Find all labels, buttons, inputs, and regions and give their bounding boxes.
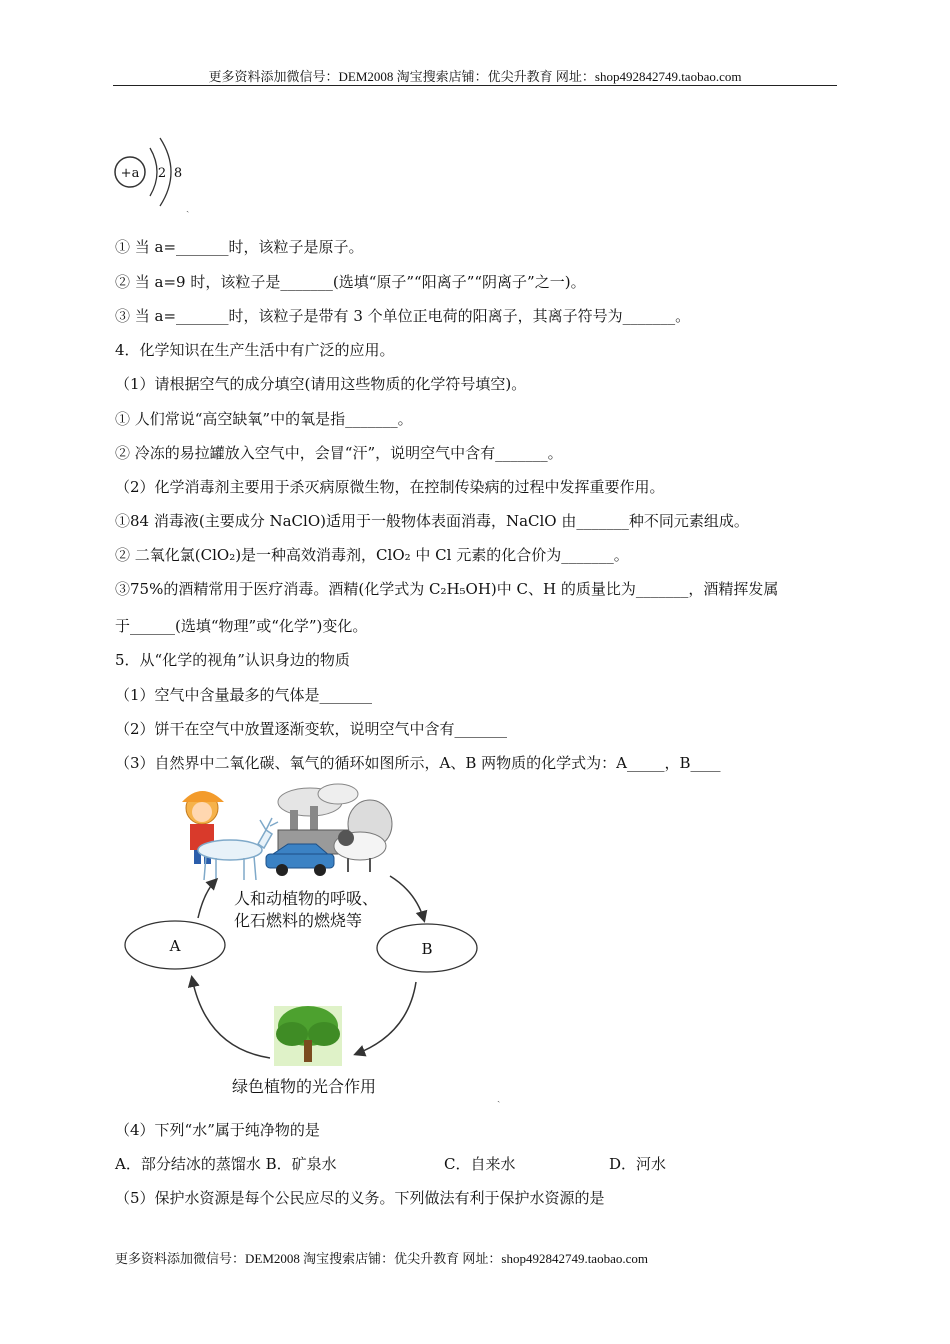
- option-d: D．河水: [609, 1155, 667, 1173]
- respiration-caption-line1: 人和动植物的呼吸、: [234, 889, 379, 908]
- question-line: （5）保护水资源是每个公民应尽的义务。下列做法有利于保护水资源的是: [115, 1189, 605, 1207]
- question-line: ③75%的酒精常用于医疗消毒。酒精(化学式为 C₂H₅OH)中 C、H 的质量比为_______，酒精挥发属: [115, 580, 779, 598]
- arrow-photosynthesis-to-a: [192, 978, 270, 1058]
- label-a: A: [169, 937, 181, 955]
- option-a-b: A．部分结冰的蒸馏水 B．矿泉水: [115, 1155, 337, 1173]
- question-line: （3）自然界中二氧化碳、氧气的循环如图所示，A、B 两物质的化学式为：A_____，B____: [115, 754, 721, 772]
- carbon-oxygen-cycle-diagram: [120, 780, 500, 1100]
- paragraph-mark: ˎ: [497, 1092, 501, 1103]
- question-line: 5．从“化学的视角”认识身边的物质: [115, 651, 350, 669]
- question-line: 4．化学知识在生产生活中有广泛的应用。: [115, 341, 395, 359]
- page-header: 更多资料添加微信号：DEM2008 淘宝搜索店铺：优尖升教育 网址：shop492842749.taobao.com: [208, 69, 742, 84]
- arrow-a-to-respiration: [198, 880, 216, 918]
- shell-2-electrons: 8: [173, 166, 183, 181]
- question-line: ①84 消毒液(主要成分 NaClO)适用于一般物体表面消毒，NaClO 由_______种不同元素组成。: [115, 512, 749, 530]
- respiration-caption-line2: 化石燃料的燃烧等: [234, 911, 363, 930]
- page-footer: 更多资料添加微信号：DEM2008 淘宝搜索店铺：优尖升教育 网址：shop492842749.taobao.com: [115, 1251, 648, 1266]
- question-line: （1）请根据空气的成分填空(请用这些物质的化学符号填空)。: [115, 375, 527, 393]
- label-b: B: [421, 940, 433, 958]
- photosynthesis-caption: 绿色植物的光合作用: [232, 1077, 377, 1096]
- question-line: （4）下列“水”属于纯净物的是: [115, 1121, 320, 1139]
- header-rule: [113, 85, 837, 86]
- shell-1-electrons: 2: [157, 166, 167, 181]
- arrow-b-to-photosynthesis: [356, 982, 416, 1054]
- sheep-tree-illustration: [334, 800, 392, 872]
- question-line: （2）饼干在空气中放置逐渐变软，说明空气中含有_______: [115, 720, 508, 738]
- question-line: ① 当 a=_______时，该粒子是原子。: [115, 238, 364, 256]
- question-line: 于______(选填“物理”或“化学”)变化。: [115, 617, 368, 635]
- paragraph-mark: ˎ: [186, 202, 190, 213]
- question-line: ③ 当 a=_______时，该粒子是带有 3 个单位正电荷的阳离子，其离子符号为_______。: [115, 307, 691, 325]
- question-line: ② 冷冻的易拉罐放入空气中，会冒“汗”，说明空气中含有_______。: [115, 444, 563, 462]
- option-c: C．自来水: [444, 1155, 516, 1173]
- question-line: ① 人们常说“高空缺氧”中的氧是指_______。: [115, 410, 413, 428]
- electron-shell-1: [150, 148, 157, 196]
- tree-illustration: [274, 1006, 342, 1066]
- question-line: （2）化学消毒剂主要用于杀灭病原微生物，在控制传染病的过程中发挥重要作用。: [115, 478, 665, 496]
- question-line: ② 二氧化氯(ClO₂)是一种高效消毒剂，ClO₂ 中 Cl 元素的化合价为_______。: [115, 546, 629, 564]
- question-line: ② 当 a=9 时，该粒子是_______(选填“原子”“阳离子”“阴离子”之一)。: [115, 273, 586, 291]
- question-line: （1）空气中含量最多的气体是_______: [115, 686, 373, 704]
- nucleus-charge: +a: [120, 166, 140, 181]
- arrow-respiration-to-b: [390, 876, 424, 920]
